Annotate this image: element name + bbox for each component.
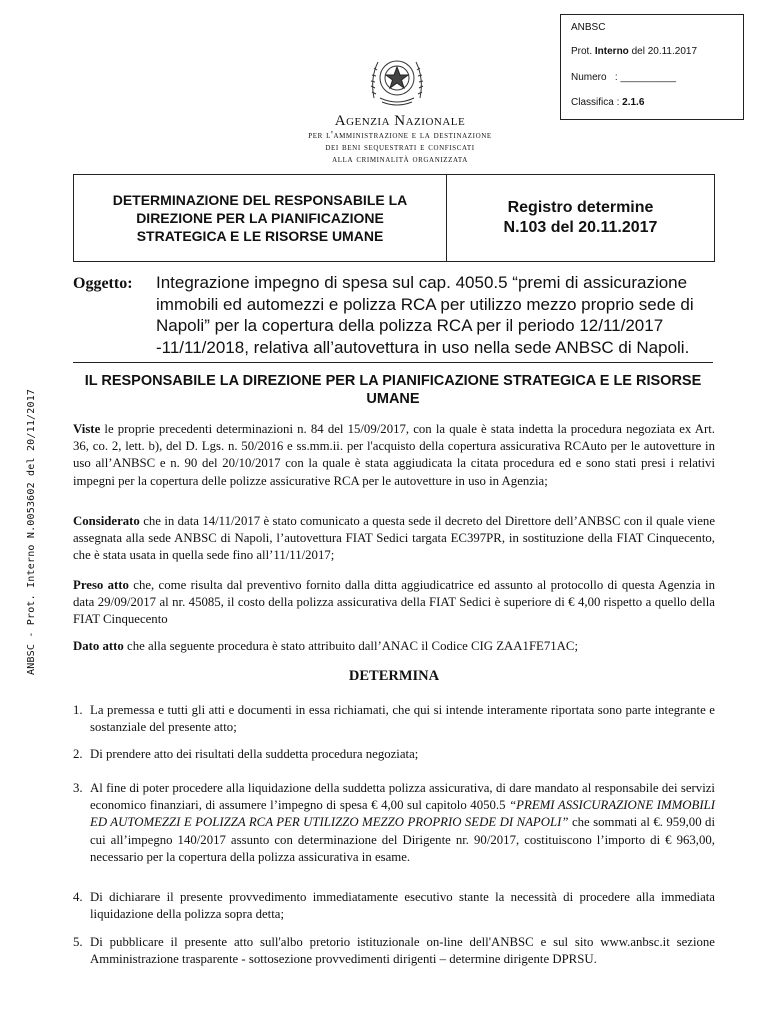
classifica-value: 2.1.6 [622, 97, 645, 108]
premise-considerato [73, 513, 715, 565]
agency-line-1: per l'amministrazione e la destinazione [308, 130, 492, 141]
subject-label: Oggetto: [73, 275, 133, 292]
agency-name: Agenzia Nazionale [334, 113, 466, 129]
premise-lead: Viste [73, 422, 101, 436]
item-number: 1. [73, 703, 83, 717]
list-item [73, 889, 715, 923]
list-item [73, 780, 715, 866]
protocol-prefix: Prot. [571, 46, 593, 57]
item-text-part: Al fine di poter procedere alla liquidazione della suddetta polizza assicurativa, di dare mandato al responsabile dei servizi economico finanziari, di assumere l’impegno di spesa € 4,00 sul capitolo 4050.5 [90, 781, 715, 813]
premise-viste [73, 421, 715, 490]
item-number: 4. [73, 890, 83, 904]
protocol-org: ANBSC [571, 22, 606, 33]
protocol-classifica [571, 97, 644, 108]
numero-value: : __________ [614, 72, 677, 83]
premise-dato-atto [73, 638, 715, 655]
item-number: 5. [73, 935, 83, 949]
item-number: 3. [73, 781, 83, 795]
italian-republic-emblem-icon [368, 48, 426, 110]
divider [73, 362, 713, 363]
numero-label: Numero [571, 72, 607, 83]
item-number: 2. [73, 747, 83, 761]
premise-text: che alla seguente procedura è stato attribuito dall’ANAC il Codice CIG ZAA1FE71AC; [123, 639, 579, 653]
premise-text: che, come risulta dal preventivo fornito dalla ditta aggiudicatrice ed assunto al protocollo di questa Agenzia in data 29/09/2017 al nr. 45085, il costo della polizza assicurativa della FIAT Sedici è superiore di € 4,00 rispetto a quello della FIAT Cinquecento [73, 578, 716, 627]
protocol-box [560, 14, 744, 120]
list-item [73, 746, 715, 763]
register-line-1: Registro determine [507, 199, 654, 216]
side-protocol-stamp: ANBSC - Prot. Interno N.0053602 del 20/11/2017 [26, 388, 37, 675]
protocol-type: Interno [594, 46, 629, 57]
agency-line-3: alla criminalità organizzata [332, 154, 468, 165]
classifica-label: Classifica : [571, 97, 620, 108]
premise-text: che in data 14/11/2017 è stato comunicato a questa sede il decreto del Direttore dell’ANBSC con il quale viene assegnata alla sede ANBSC di Napoli, l’autovettura FIAT Sedici targata EC397PR, in sostituzione della FIAT Cinquecento, che è stata usata in quella sede fino all’11/11/2017; [73, 514, 715, 563]
premise-preso-atto [73, 577, 715, 629]
item-text: Di pubblicare il presente atto sull'albo pretorio istituzionale on-line dell'ANBSC e sul sito www.anbsc.it sezione Amministrazione trasparente - sottosezione provvedimenti dirigenti – determine dirigente DPRSU. [90, 935, 715, 967]
agency-header [230, 113, 570, 166]
determina-title: DETERMINA [348, 668, 440, 684]
item-text [90, 780, 715, 866]
protocol-date: del 20.11.2017 [631, 46, 698, 57]
protocol-line [571, 46, 697, 57]
title-box [73, 174, 715, 262]
premise-text: le proprie precedenti determinazioni n. 84 del 15/09/2017, con la quale è stata indetta la procedura negoziata ex Art. 36, co. 2, lett. b), del D. Lgs. n. 50/2016 e ss.mm.ii. per l'acquisto della copertura assicurativa RCAuto per le autovetture in uso all’ANBSC e n. 90 del 20/10/2017 con la quale è stata aggiudicata la citata procedura ed e sono stati presi i relativi impegni per la copertura delle polizze assicurative RCA per le autovetture in uso in Agenzia; [73, 422, 715, 488]
premise-lead: Considerato [73, 514, 140, 528]
item-text: Di dichiarare il presente provvedimento immediatamente esecutivo stante la necessità di procedere alla immediata liquidazione della polizza sopra detta; [90, 890, 715, 922]
register-info [447, 175, 714, 261]
item-text: Di prendere atto dei risultati della suddetta procedura negoziata; [90, 747, 419, 761]
item-text: La premessa e tutti gli atti e documenti in essa richiamati, che qui si intende interamente riportata sono parte integrante e sostanziale del presente atto; [90, 703, 715, 735]
item-text-part: che sommati al €. 959,00 di cui all’impegno 140/2017 assunto con determinazione del Dirigente nr. 90/2017, costituiscono l’importo di € 963,00, necessario per la copertura della polizza assicurativa in esame. [90, 815, 715, 864]
list-item [73, 934, 715, 968]
register-line-2: N.103 del 20.11.2017 [503, 219, 658, 236]
agency-line-2: dei beni sequestrati e confiscati [325, 142, 475, 153]
subject-text: Integrazione impegno di spesa sul cap. 4050.5 “premi di assicurazione immobili ed automezzi e polizza RCA per utilizzo mezzo proprio sede di Napoli” per la copertura della polizza RCA per il periodo 12/11/2017 -11/11/2018, relativa all’autovettura in uso nella sede ANBSC di Napoli. [156, 273, 694, 357]
section-heading: IL RESPONSABILE LA DIREZIONE PER LA PIANIFICAZIONE STRATEGICA E LE RISORSE UMANE [84, 373, 702, 407]
determination-title-text: DETERMINAZIONE DEL RESPONSABILE LA DIREZIONE PER LA PIANIFICAZIONE STRATEGICA E LE RISORSE UMANE [112, 192, 408, 244]
protocol-numero [571, 72, 676, 83]
list-item [73, 702, 715, 736]
item-text-italic: “PREMI ASSICURAZIONE IMMOBILI ED AUTOMEZZI E POLIZZA RCA PER UTILIZZO MEZZO PROPRIO SEDE DI NAPOLI” [90, 798, 715, 830]
determination-title [74, 175, 447, 261]
premise-lead: Preso atto [73, 578, 129, 592]
premise-lead: Dato atto [73, 639, 124, 653]
